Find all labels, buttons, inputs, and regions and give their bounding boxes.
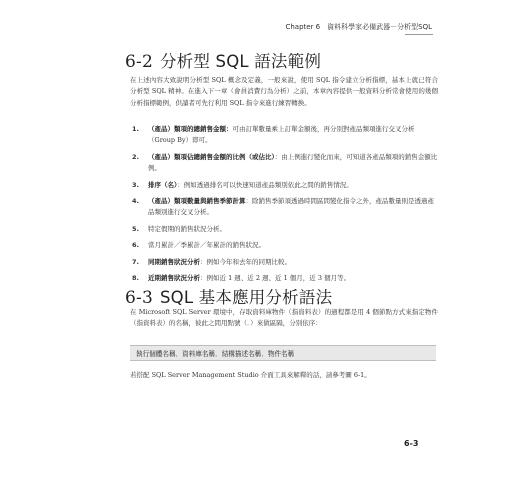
list-item: 7. 同期銷售狀況分析：例如今年和去年的同期比較。 <box>132 257 291 266</box>
section-heading-6-2 <box>125 48 321 72</box>
page-number: 6-3 <box>404 439 419 448</box>
section-heading-6-3 <box>125 284 332 308</box>
running-header: Chapter 6 資料科學家必備武器－分析型SQL <box>285 23 432 31</box>
section-title: SQL 基本應用分析語法 <box>159 288 333 307</box>
section2-paragraph: 在 Microsoft SQL Server 環境中，存取資料庫物件（指資料表）的過程都是用 4 個節點方式來指定物件（指資料表）的名稱，彼此之間用點號（．）來做區隔，分別依序： <box>130 308 438 328</box>
naming-format-box: 執行個體名稱．資料庫名稱．結構描述名稱．物件名稱 <box>130 345 436 361</box>
header-underline <box>405 34 433 35</box>
list-item: 3. 排序（名）：例如透過排名可以快速知道產品類別依此之間的銷售情況。 <box>132 180 353 189</box>
section-number: 6-3 <box>125 288 153 308</box>
list-item: 2. （產品）類項佔總銷售金額的比例（或佔比）：由上例進行變化而來，可知道各產品類項的銷售金額比例。 <box>132 152 438 173</box>
list-item: 1. （產品）類項的總銷售金額：可由訂單數量乘上訂單金額後，再分別對產品類項進行交叉分析（Group By）即可。 <box>132 125 415 145</box>
list-item: 6. 當月累計／季累計／年累計的銷售狀況。 <box>132 241 265 250</box>
intro-paragraph: 在上述內容大致說明分析型 SQL 概念及定義，一般來說，使用 SQL 指令建立分析指標，基本上就已符合分析型 SQL 精神。在進入下一章（會員消費行為分析）之前，本章內容提供一般資料分析常會使用的幾個分析指標範例，供讀者可先行利用 SQL 指令來進行練習轉換。 <box>130 76 438 107</box>
analysis-examples-list <box>130 124 438 290</box>
list-item: 8. 近期銷售狀況分析：例如近 1 週、近 2 週、近 1 個月，近 3 個月等。 <box>132 274 351 283</box>
list-item: 5. 特定假期的銷售狀況分析。 <box>132 224 226 233</box>
list-item: 4. （產品）類項數量與銷售季節計算：除銷售季節須透過時間區間變化指令之外，產品數量則是透過產品類別進行交叉分析。 <box>132 197 434 217</box>
section-title: 分析型 SQL 語法範例 <box>159 52 322 71</box>
section-number: 6-2 <box>125 52 153 72</box>
figure-reference-paragraph: 若搭配 SQL Server Management Studio 介面工具來解釋的話，請參考圖 6-1。 <box>130 371 371 379</box>
